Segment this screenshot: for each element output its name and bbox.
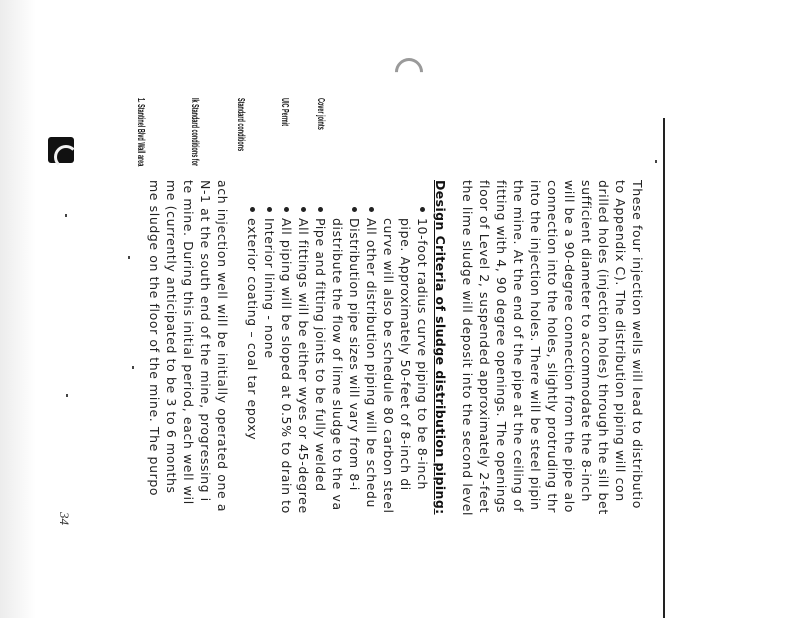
operation-line: te mine. During this initial period, each well wil (181, 180, 196, 505)
operation-line: N-1 at the south end of the mine, progressing i (198, 180, 213, 502)
bullet-dot (250, 207, 255, 212)
page-number: 34 (57, 512, 72, 525)
intro-line: fitting with 4, 90 degree openings. The openings (494, 180, 509, 514)
scan-speck (66, 394, 68, 397)
scan-speck (128, 256, 130, 259)
scan-speck (655, 160, 657, 163)
criteria-line: All piping will be sloped at 0.5% to drain to (279, 218, 294, 514)
criteria-line: All fittings will be either wyes or 45-degree (296, 218, 311, 514)
intro-line: the lime sludge will deposit into the second level (460, 180, 475, 517)
design-criteria-heading: Design Criteria of sludge distribution piping: (433, 180, 448, 515)
criteria-line: Interior lining - none (262, 218, 277, 359)
binder-clip-icon (48, 137, 74, 163)
intro-line: sufficient diameter to accommodate the 8-inch (579, 180, 594, 503)
intro-line: These four injection wells will lead to distributio (630, 180, 645, 509)
scan-speck (132, 366, 134, 369)
intro-line: drilled holes (injection holes) through the sill bet (596, 180, 611, 515)
criteria-line: 10-foot radius curve piping to be 8-inch (415, 218, 430, 491)
margin-note: Ik Standard conditions for (189, 98, 200, 167)
intro-line: to Appendix C). The distribution piping will con (613, 180, 628, 502)
bullet-dot (369, 207, 374, 212)
intro-line: connection into the holes, slightly protruding thr (545, 180, 560, 514)
scan-shadow (0, 0, 36, 618)
intro-line: into the injection holes. There will be steel pipin (528, 180, 543, 511)
operation-line: ach injection well will be initially operated one a (215, 180, 230, 513)
margin-note: Cover joints (315, 98, 326, 130)
bullet-dot (420, 207, 425, 212)
bullet-dot (352, 207, 357, 212)
criteria-line: distribute the flow of lime sludge to the va (330, 218, 345, 511)
operation-line: me (currently anticipated to be 3 to 6 months (164, 180, 179, 494)
bullet-dot (301, 207, 306, 212)
criteria-line: exterior coating – coal tar epoxy (245, 218, 260, 441)
intro-line: floor of Level 2, suspended approximately 2-feet (477, 180, 492, 513)
margin-note: 1. Stantinel Blvd Wall area (135, 98, 146, 167)
margin-note: Standard conditions (235, 98, 246, 152)
margin-note: UIC Permit (279, 98, 290, 127)
criteria-line: pipe. Approximately 50-feet of 8-inch di (398, 218, 413, 491)
punch-hole-icon (389, 52, 429, 92)
criteria-line: curve will also be schedule 80 carbon steel (381, 218, 396, 514)
bullet-dot (284, 207, 289, 212)
margin-rule (663, 118, 665, 618)
intro-line: the mine. At the end of the pipe at the ceiling of (511, 180, 526, 513)
intro-line: will be a 90-degree connection from the pipe alo (562, 180, 577, 514)
operation-line: me sludge on the floor of the mine. The purpo (147, 180, 162, 497)
scan-speck (65, 214, 67, 217)
criteria-line: All other distribution piping will be schedu (364, 218, 379, 509)
bullet-dot (318, 207, 323, 212)
criteria-line: Pipe and fitting joints to be fully welded (313, 218, 328, 492)
criteria-line: Distribution pipe sizes will vary from 8-i (347, 218, 362, 492)
bullet-dot (267, 207, 272, 212)
